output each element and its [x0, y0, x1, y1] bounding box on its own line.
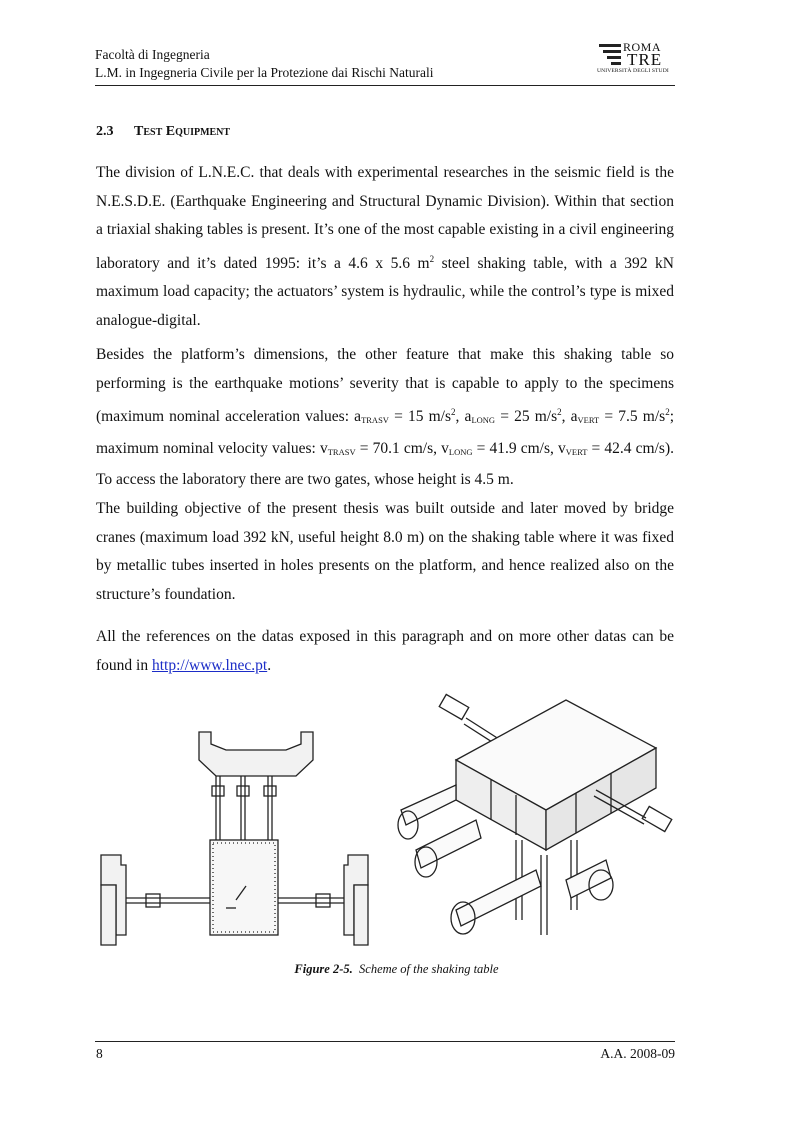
p2-sub-vert-a: VERT — [577, 415, 600, 425]
p2-text-j: = 42.4 cm/s). To access the laboratory there are two gates, whose height is 4.5 m. — [96, 439, 674, 488]
p2-sup-3: 2 — [665, 407, 670, 417]
p2-text-f: = 7.5 m/s — [599, 408, 666, 425]
p2-text-g: ; maximum nominal velocity values: v — [96, 408, 675, 457]
paragraph-1 — [96, 159, 674, 335]
roma-tre-logo — [597, 40, 675, 80]
p4-text-a: All the references on the datas exposed in this paragraph and on more other datas can be found in — [96, 628, 674, 674]
header-rule — [95, 85, 675, 86]
p1-text-b: steel shaking table, with a 392 kN maximum load capacity; the actuators’ system is hydraulic, while the control’s type is mixed analogue-digital. — [96, 254, 674, 329]
p2-sup-2: 2 — [557, 407, 562, 417]
lnec-link[interactable]: http://www.lnec.pt — [151, 656, 268, 674]
p2-text-b: = 15 m/s — [388, 408, 452, 425]
p2-sub-long-a: LONG — [471, 415, 496, 425]
p2-text-i: = 41.9 cm/s, v — [472, 439, 566, 457]
section-title: Test Equipment — [134, 124, 231, 139]
caption-text: Scheme of the shaking table — [359, 962, 499, 976]
paragraph-2 — [96, 341, 674, 495]
logo-roma: ROMA — [623, 40, 662, 54]
p2-sup-1: 2 — [451, 407, 456, 417]
p1-text-a: The division of L.N.E.C. that deals with experimental researches in the seismic field is the N.E.S.D.E. (Earthquake Engineering and Structural Dynamic Division). Within that section a triaxial shaking tables is present. It’s one of the most capable existing in a civil engineering laboratory and it’s dated 1995: it’s a 4.6 x 5.6 m — [96, 164, 674, 272]
logo-tre: TRE — [627, 50, 663, 69]
p1-sup: 2 — [429, 253, 435, 264]
p2-sub-trasv-v: TRASV — [327, 446, 356, 457]
paragraph-3: The building objective of the present thesis was built outside and later moved by bridge cranes (maximum load 392 kN, useful height 8.0 m) on the shaking table where it was fixed by metallic tubes inserted in holes presents on the platform, and hence realized also on the structure’s foundation. — [96, 500, 674, 603]
academic-year: A.A. 2008-09 — [600, 1046, 675, 1061]
p2-sub-trasv-a: TRASV — [361, 415, 389, 425]
header-faculty: Facoltà di Ingegneria — [95, 47, 210, 62]
figure-shaking-table — [96, 690, 676, 950]
p2-text-h: = 70.1 cm/s, v — [355, 439, 449, 457]
isometric-view — [398, 694, 672, 935]
p2-text-d: = 25 m/s — [495, 408, 558, 425]
p2-text-c: , a — [455, 408, 472, 425]
footer-rule — [95, 1041, 675, 1042]
p2-text-a: Besides the platform’s dimensions, the other feature that make this shaking table so performing is the earthquake motions’ severity that is capable to apply to the specimens (maximum nominal acceleration values: a — [96, 346, 674, 425]
section-heading — [96, 124, 230, 140]
figure-caption — [0, 962, 793, 977]
page-header — [95, 40, 675, 86]
caption-label: Figure 2-5. — [294, 962, 353, 976]
plan-scheme — [101, 732, 368, 945]
shaking-table-drawing — [96, 690, 676, 950]
section-number: 2.3 — [96, 124, 114, 139]
paragraph-4 — [96, 623, 674, 680]
p2-sub-long-v: LONG — [448, 446, 473, 457]
logo-subtitle: UNIVERSITÀ DEGLI STUDI — [597, 68, 669, 74]
page-number: 8 — [96, 1046, 103, 1061]
p4-text-b: . — [267, 656, 272, 674]
header-course: L.M. in Ingegneria Civile per la Protezione dai Rischi Naturali — [95, 65, 434, 80]
p2-sub-vert-v: VERT — [565, 446, 588, 457]
p2-text-e: , a — [561, 408, 578, 425]
